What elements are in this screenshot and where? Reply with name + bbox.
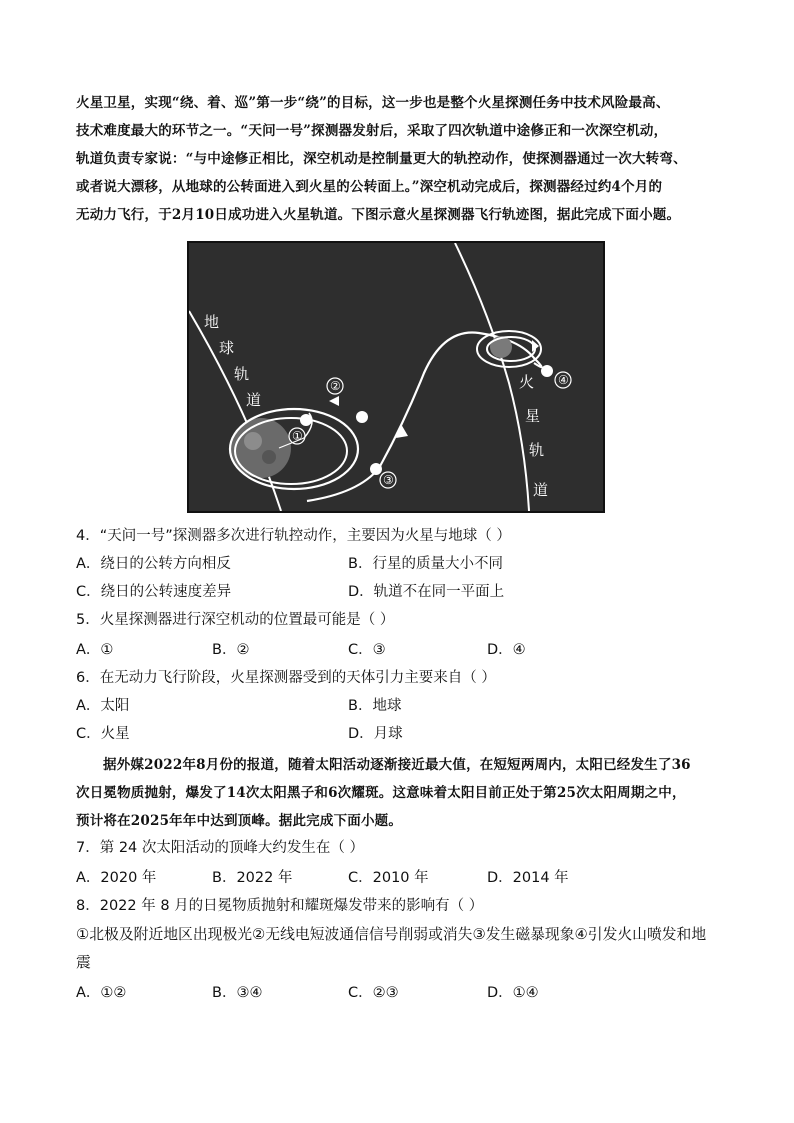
mars-orbit-label-char: 轨 <box>529 441 545 459</box>
question-5-stem: 5．火星探测器进行深空机动的位置最可能是（ ） <box>76 612 395 628</box>
passage-solar-activity <box>76 751 728 835</box>
passage-line: 无动力飞行，于2月10日成功进入火星轨道。下图示意火星探测器飞行轨迹图，据此完成下面小题。 <box>76 207 681 223</box>
passage-line: 或者说大漂移，从地球的公转面进入到火星的公转面上。”深空机动完成后，探测器经过约4个月的 <box>76 179 663 195</box>
mars-orbit-label-char: 道 <box>533 481 549 499</box>
question-4-option-d[interactable]: D．轨道不在同一平面上 <box>348 584 505 600</box>
marker-dot-3 <box>370 463 382 475</box>
mars-orbit-label-char: 星 <box>525 407 541 425</box>
question-8-items: ①北极及附近地区出现极光②无线电短波通信信号削弱或消失③发生磁暴现象④引发火山喷发和地 <box>76 926 707 943</box>
question-5-option-d[interactable]: D．④ <box>487 642 526 658</box>
earth-orbit-label-char: 球 <box>219 339 235 357</box>
question-8-stem: 8．2022 年 8 月的日冕物质抛射和耀斑爆发带来的影响有（ ） <box>76 898 484 914</box>
question-4-stem: 4．“天问一号”探测器多次进行轨控动作，主要因为火星与地球（ ） <box>76 528 511 544</box>
earth-orbit-label-char: 地 <box>204 313 220 331</box>
question-4-option-b[interactable]: B．行星的质量大小不同 <box>348 556 503 572</box>
passage-line: 轨道负责专家说：“与中途修正相比，深空机动是控制量更大的轨控动作，使探测器通过一次大转弯、 <box>76 151 687 167</box>
orbit-arrow <box>329 396 339 406</box>
earth-orbit-label-char: 道 <box>246 391 262 409</box>
mars-orbit-line <box>455 243 529 511</box>
question-7-option-c[interactable]: C．2010 年 <box>348 870 429 886</box>
question-5-option-b[interactable]: B．② <box>212 642 250 658</box>
passage-line: 火星卫星，实现“绕、着、巡”第一步“绕”的目标，这一步也是整个火星探测任务中技术风险最高、 <box>76 95 670 111</box>
mars-orbit-label-char: 火 <box>519 373 535 391</box>
passage-line: 预计将在2025年年中达到顶峰。据此完成下面小题。 <box>76 813 403 829</box>
marker-dot-4 <box>541 365 553 377</box>
earth-orbit-label-char: 轨 <box>234 365 250 383</box>
trajectory-diagram <box>189 243 603 511</box>
marker-dot-1 <box>300 414 312 426</box>
question-7-option-d[interactable]: D．2014 年 <box>487 870 569 886</box>
question-5-option-a[interactable]: A．① <box>76 642 114 658</box>
question-7-option-a[interactable]: A．2020 年 <box>76 870 157 886</box>
question-6-option-d[interactable]: D．月球 <box>348 726 403 742</box>
passage-mars-probe <box>76 89 726 229</box>
question-4-option-a[interactable]: A．绕日的公转方向相反 <box>76 556 231 572</box>
passage-line: 技术难度最大的环节之一。“天问一号”探测器发射后，采取了四次轨道中途修正和一次深空机动， <box>76 123 668 139</box>
question-8-items-cont: 震 <box>76 954 91 971</box>
question-8-option-c[interactable]: C．②③ <box>348 985 399 1001</box>
question-6-option-b[interactable]: B．地球 <box>348 698 402 714</box>
mars-globe <box>490 336 512 358</box>
question-5-option-c[interactable]: C．③ <box>348 642 386 658</box>
question-7-stem: 7．第 24 次太阳活动的顶峰大约发生在（ ） <box>76 840 365 856</box>
marker-label-2: ② <box>330 379 341 393</box>
passage-line: 次日冕物质抛射，爆发了14次太阳黑子和6次耀斑。这意味着太阳目前正处于第25次太阳周期之中， <box>76 785 686 801</box>
question-6-option-a[interactable]: A．太阳 <box>76 698 130 714</box>
question-8-option-a[interactable]: A．①② <box>76 985 127 1001</box>
marker-label-4: ④ <box>558 373 569 387</box>
marker-label-3: ③ <box>383 473 394 487</box>
question-8-option-b[interactable]: B．③④ <box>212 985 263 1001</box>
question-4-option-c[interactable]: C．绕日的公转速度差异 <box>76 584 232 600</box>
question-6-stem: 6．在无动力飞行阶段，火星探测器受到的天体引力主要来自（ ） <box>76 670 496 686</box>
probe-trajectory-figure <box>187 241 605 513</box>
passage-line: 据外媒2022年8月份的报道，随着太阳活动逐渐接近最大值，在短短两周内，太阳已经发生了36 <box>103 757 691 773</box>
question-7-option-b[interactable]: B．2022 年 <box>212 870 293 886</box>
marker-dot-2 <box>356 411 368 423</box>
question-6-option-c[interactable]: C．火星 <box>76 726 130 742</box>
marker-label-1: ① <box>292 429 303 443</box>
question-8-option-d[interactable]: D．①④ <box>487 985 539 1001</box>
